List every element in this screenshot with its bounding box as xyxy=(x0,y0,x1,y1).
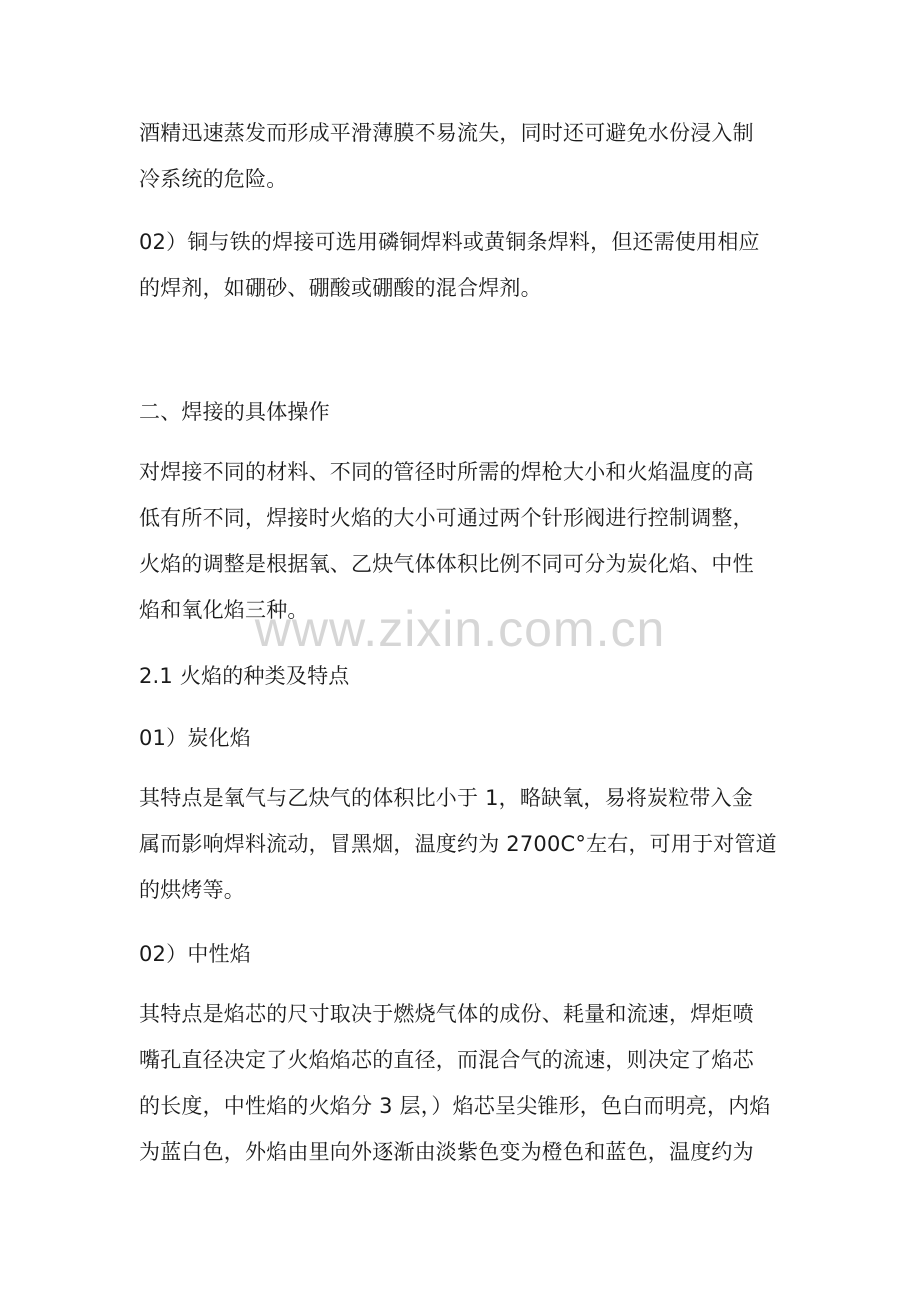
text-line: 冷系统的危险。 xyxy=(139,167,288,191)
paragraph-flux-note xyxy=(139,110,789,202)
heading-line: 二、焊接的具体操作 xyxy=(139,400,330,424)
paragraph-flame-adjustment xyxy=(139,449,789,633)
heading-line: 2.1 火焰的种类及特点 xyxy=(139,664,350,688)
paragraph-copper-iron-welding xyxy=(139,219,789,311)
heading-line: 01）炭化焰 xyxy=(139,726,251,750)
watermark: www.zixin.com.cn xyxy=(254,601,666,657)
text-line: 低有所不同，焊接时火焰的大小可通过两个针形阀进行控制调整， xyxy=(139,506,754,530)
text-line: 对焊接不同的材料、不同的管径时所需的焊枪大小和火焰温度的高 xyxy=(139,460,754,484)
subheading-carbonizing-flame xyxy=(139,715,789,761)
text-line: 嘴孔直径决定了火焰焰芯的直径，而混合气的流速，则决定了焰芯 xyxy=(139,1048,754,1072)
text-line: 02）铜与铁的焊接可选用磷铜焊料或黄铜条焊料，但还需使用相应 xyxy=(139,230,760,254)
text-line: 的烘烤等。 xyxy=(139,878,245,902)
paragraph-carbonizing-flame xyxy=(139,775,789,913)
heading-line: 02）中性焰 xyxy=(139,942,251,966)
text-line: 的焊剂，如硼砂、硼酸或硼酸的混合焊剂。 xyxy=(139,276,542,300)
subheading-flame-types xyxy=(139,653,789,699)
text-line: 火焰的调整是根据氧、乙炔气体体积比例不同可分为炭化焰、中性 xyxy=(139,552,754,576)
section-heading-welding-operation xyxy=(139,389,789,435)
text-line: 酒精迅速蒸发而形成平滑薄膜不易流失，同时还可避免水份浸入制 xyxy=(139,121,754,145)
text-line: 焰和氧化焰三种。 xyxy=(139,598,309,622)
text-line: 的长度，中性焰的火焰分 3 层，）焰芯呈尖锥形，色白而明亮，内焰 xyxy=(139,1094,771,1118)
text-line: 其特点是焰芯的尺寸取决于燃烧气体的成份、耗量和流速，焊炬喷 xyxy=(139,1002,754,1026)
text-line: 为蓝白色，外焰由里向外逐渐由淡紫色变为橙色和蓝色，温度约为 xyxy=(139,1140,754,1164)
paragraph-neutral-flame xyxy=(139,991,789,1175)
text-line: 其特点是氧气与乙炔气的体积比小于 1，略缺氧，易将炭粒带入金 xyxy=(139,786,754,810)
subheading-neutral-flame xyxy=(139,931,789,977)
text-line: 属而影响焊料流动，冒黑烟，温度约为 2700C°左右，可用于对管道 xyxy=(139,832,777,856)
